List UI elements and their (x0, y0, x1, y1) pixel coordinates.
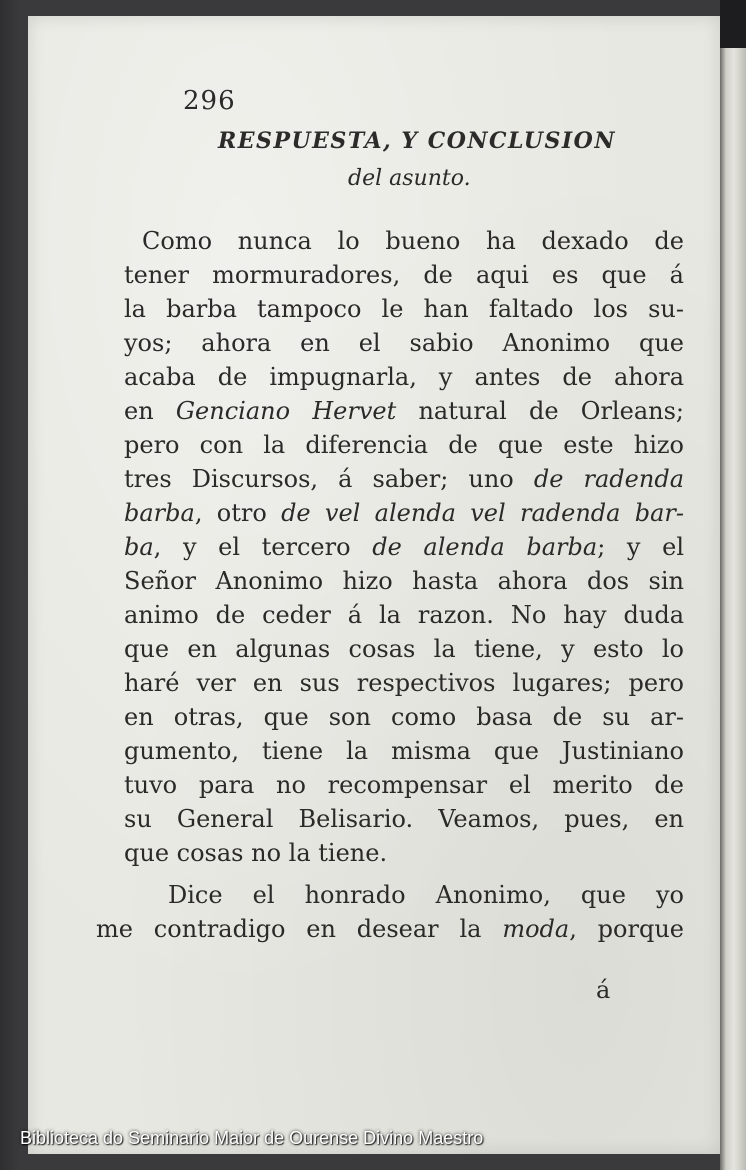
text-line: ba, y el tercero de alenda barba; y el (124, 533, 684, 561)
text-line: me contradigo en desear la moda, porque (96, 915, 684, 943)
text-line: gumento, tiene la misma que Justiniano (124, 737, 684, 765)
text-line: que cosas no la tiene. (124, 839, 388, 867)
text-line: la barba tampoco le han faltado los su- (124, 295, 684, 323)
text-line: animo de ceder á la razon. No hay duda (124, 601, 684, 629)
text-line: barba, otro de vel alenda vel radenda bar- (124, 499, 684, 527)
italic-title: ba (124, 533, 154, 561)
italic-title: de radenda (533, 465, 684, 493)
text-line: tener mormuradores, de aqui es que á (124, 261, 684, 289)
text-line: Dice el honrado Anonimo, que yo (168, 881, 684, 909)
page-number: 296 (183, 86, 236, 116)
italic-name: Genciano Hervet (175, 397, 397, 425)
italic-title: de vel alenda vel radenda bar- (281, 499, 684, 527)
text-line: pero con la diferencia de que este hizo (124, 431, 684, 459)
text-line: tres Discursos, á saber; uno de radenda (124, 465, 684, 493)
text-line: tuvo para no recompensar el merito de (124, 771, 684, 799)
body-text (96, 224, 684, 946)
italic-word: moda (502, 915, 570, 943)
text-line: Señor Anonimo hizo hasta ahora dos sin (124, 567, 684, 595)
text-line: en Genciano Hervet natural de Orleans; (124, 397, 684, 425)
book-page (28, 16, 720, 1154)
library-watermark: Biblioteca do Seminario Maior de Ourense Divino Maestro (20, 1128, 484, 1148)
section-subheading: del asunto. (348, 166, 471, 191)
text-line: acaba de impugnarla, y antes de ahora (124, 363, 684, 391)
book-edge-shadow (720, 0, 746, 48)
catchword: á (596, 976, 611, 1004)
italic-title: barba (124, 499, 195, 527)
text-line: Como nunca lo bueno ha dexado de (142, 227, 684, 255)
text-line: haré ver en sus respectivos lugares; pero (124, 669, 684, 697)
book-edge (720, 0, 746, 1170)
section-heading: RESPUESTA, Y CONCLUSION (218, 128, 616, 154)
text-line: yos; ahora en el sabio Anonimo que (124, 329, 684, 357)
text-line: que en algunas cosas la tiene, y esto lo (124, 635, 684, 663)
italic-title: de alenda barba (372, 533, 598, 561)
text-line: en otras, que son como basa de su ar- (124, 703, 684, 731)
text-line: su General Belisario. Veamos, pues, en (124, 805, 684, 833)
